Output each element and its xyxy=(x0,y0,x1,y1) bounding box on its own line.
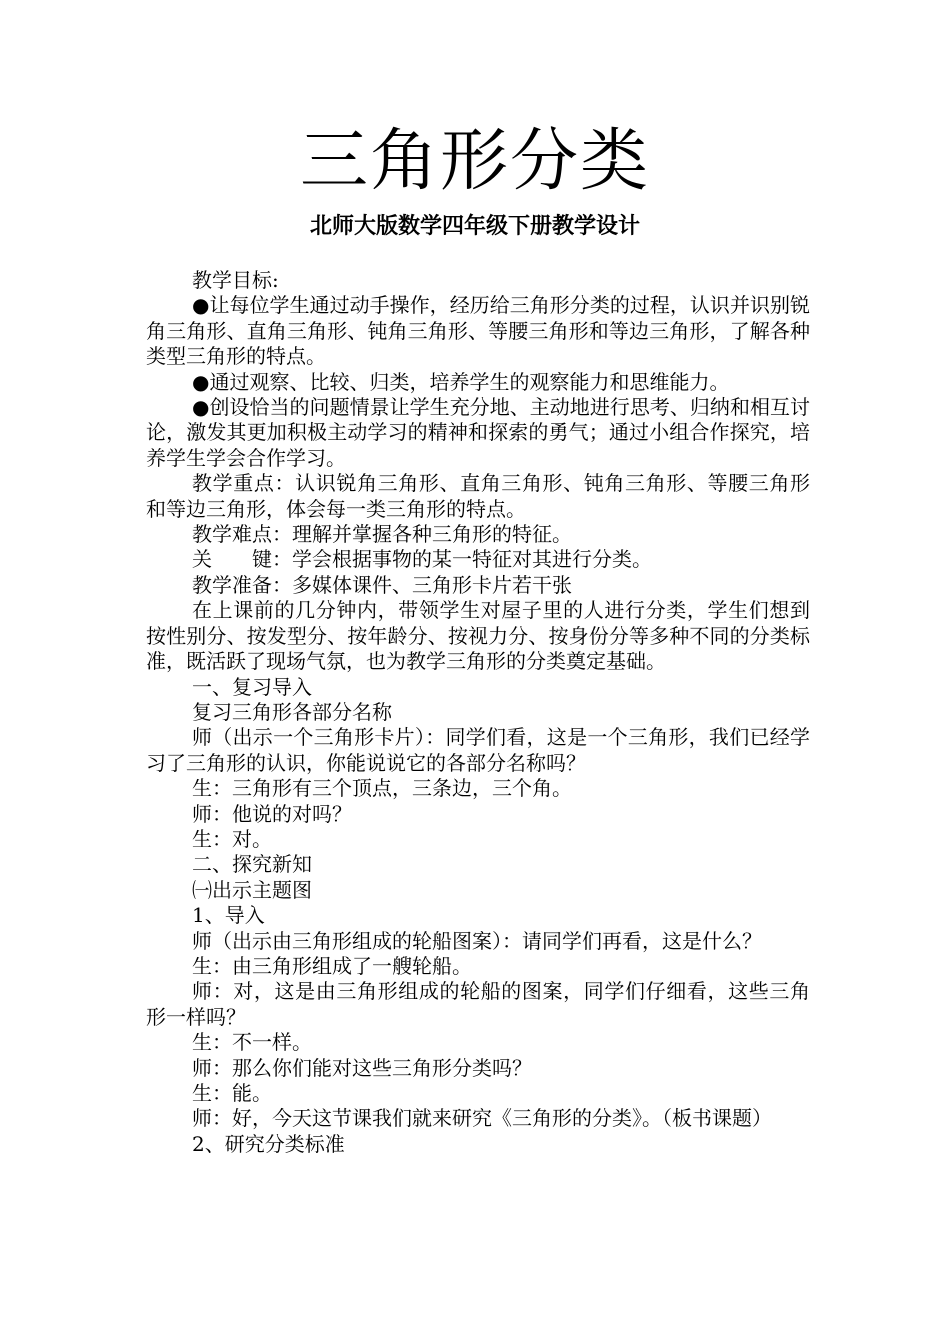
document-title: 三角形分类 xyxy=(299,122,650,201)
paragraph-dialogue: 生：不一样。 xyxy=(192,1030,312,1055)
paragraph-subsection: 1、导入 xyxy=(192,903,265,928)
paragraph-section-review: 一、复习导入 xyxy=(192,674,312,699)
paragraph-dialogue: 生：对。 xyxy=(192,826,272,851)
document-body xyxy=(146,268,810,1157)
paragraph-dialogue: 师：那么你们能对这些三角形分类吗？ xyxy=(192,1055,532,1080)
paragraph-dialogue: 师：好，今天这节课我们就来研究《三角形的分类》。（板书课题） xyxy=(192,1106,772,1131)
paragraph-subsection: 2、研究分类标准 xyxy=(192,1131,345,1156)
paragraph-section-explore: 二、探究新知 xyxy=(192,852,312,877)
paragraph-dialogue: 师（出示一个三角形卡片）：同学们看，这是一个三角形，我们已经学习了三角形的认识，你能说说它的各部分名称吗？ xyxy=(146,725,810,775)
paragraph-preparation: 教学准备：多媒体课件、三角形卡片若干张 xyxy=(192,572,572,597)
paragraph-goal-1: ●让每位学生通过动手操作，经历给三角形分类的过程，认识并识别锐角三角形、直角三角形、钝角三角形、等腰三角形和等边三角形，了解各种类型三角形的特点。 xyxy=(146,293,810,369)
paragraph-review-names: 复习三角形各部分名称 xyxy=(192,699,392,724)
paragraph-dialogue: 师：他说的对吗？ xyxy=(192,801,352,826)
paragraph-goals-heading: 教学目标: xyxy=(192,268,279,292)
paragraph-goal-3: ●创设恰当的问题情景让学生充分地、主动地进行思考、归纳和相互讨论，激发其更加积极主动学习的精神和探索的勇气；通过小组合作探究，培养学生学会合作学习。 xyxy=(146,395,810,470)
paragraph-subsection: ㈠出示主题图 xyxy=(192,877,312,902)
paragraph-warmup: 在上课前的几分钟内，带领学生对屋子里的人进行分类，学生们想到按性别分、按发型分、按年龄分、按视力分、按身份分等多种不同的分类标准，既活跃了现场气氛，也为教学三角形的分类奠定基础。 xyxy=(146,598,810,674)
paragraph-dialogue: 生：三角形有三个顶点，三条边，三个角。 xyxy=(192,776,572,801)
paragraph-key: 关 键：学会根据事物的某一特征对其进行分类。 xyxy=(192,547,652,572)
paragraph-key-points: 教学重点：认识锐角三角形、直角三角形、钝角三角形、等腰三角形和等边三角形，体会每一类三角形的特点。 xyxy=(146,471,810,521)
paragraph-dialogue: 生：能。 xyxy=(192,1081,272,1105)
document-subtitle: 北师大版数学四年级下册教学设计 xyxy=(309,214,640,239)
paragraph-difficulties: 教学难点：理解并掌握各种三角形的特征。 xyxy=(192,522,572,547)
paragraph-dialogue: 生：由三角形组成了一艘轮船。 xyxy=(192,953,472,978)
paragraph-dialogue: 师：对，这是由三角形组成的轮船的图案，同学们仔细看，这些三角形一样吗？ xyxy=(146,979,810,1029)
paragraph-dialogue: 师（出示由三角形组成的轮船图案）：请同学们再看，这是什么？ xyxy=(192,928,762,953)
paragraph-goal-2: ●通过观察、比较、归类，培养学生的观察能力和思维能力。 xyxy=(192,369,730,394)
